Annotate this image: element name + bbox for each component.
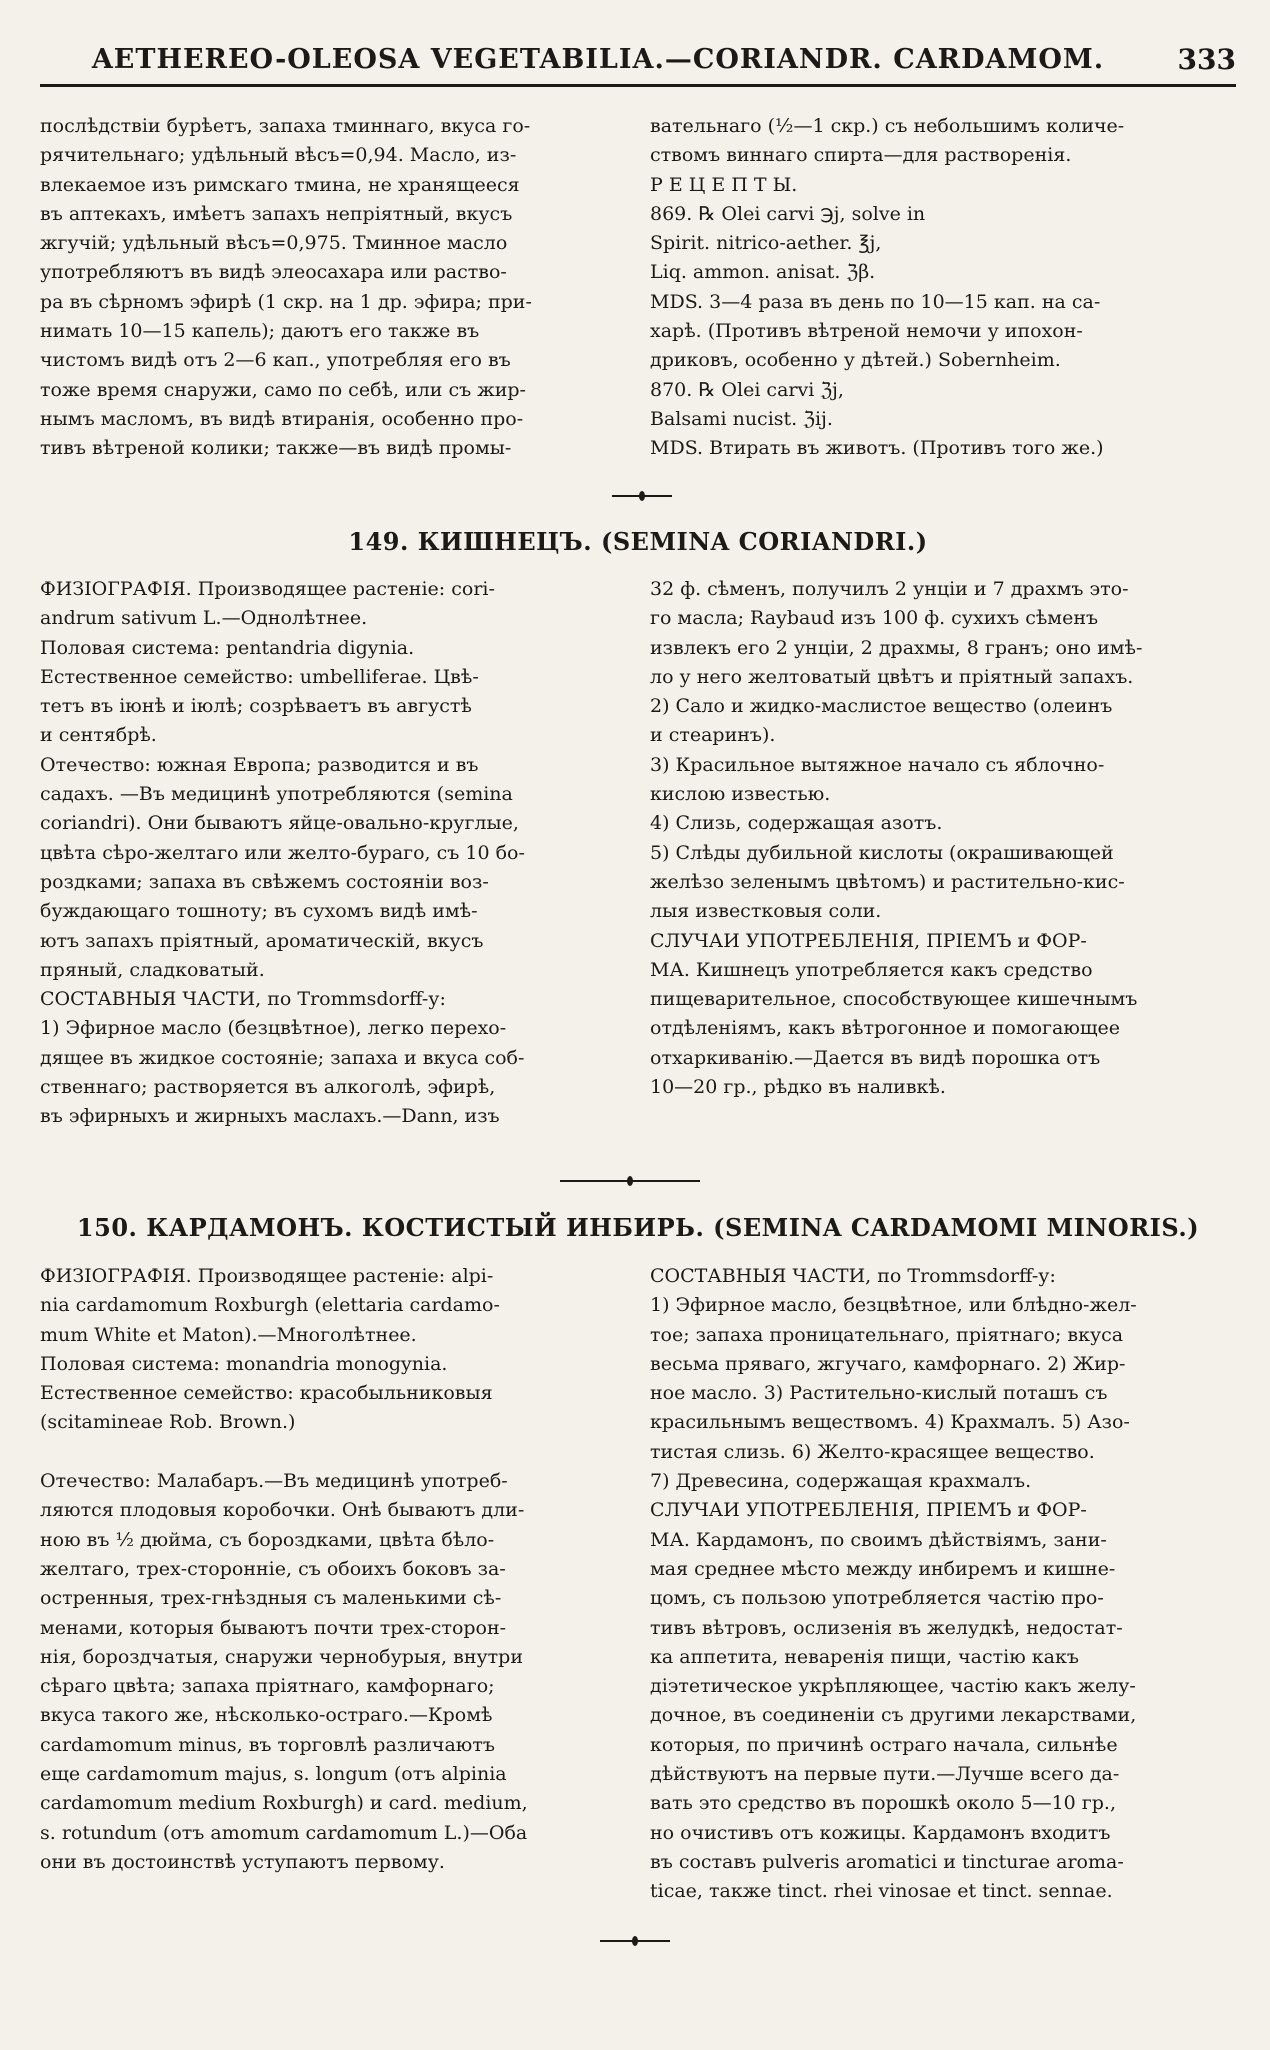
text-line: тивъ вѣтровъ, ослизенія въ желудкѣ, недостат- <box>650 1616 1123 1639</box>
text-line: въ эфирныхъ и жирныхъ маслахъ.—Dann, изъ <box>40 1105 500 1128</box>
text-line: МА. Кардамонъ, по своимъ дѣйствіямъ, зани- <box>650 1528 1107 1551</box>
text-line: дящее въ жидкое состояніе; запаха и вкуса соб- <box>40 1046 525 1069</box>
text-line: въ аптекахъ, имѣетъ запахъ непріятный, вкусъ <box>40 202 513 225</box>
section-150-left-column <box>40 1262 620 1877</box>
text-line: вкуса такого же, нѣсколько-остраго.—Кромѣ <box>40 1704 493 1727</box>
text-line: желтаго, трех-сторонніе, съ обоихъ боковъ за- <box>40 1557 506 1580</box>
section-150-right-column <box>650 1262 1236 1907</box>
text-line: харѣ. (Противъ вѣтреной немочи у ипохон- <box>650 320 1083 343</box>
text-line: СЛУЧАИ УПОТРЕБЛЕНІЯ, ПРІЕМЪ и ФОР- <box>650 929 1087 952</box>
text-line: извлекъ его 2 унціи, 2 драхмы, 8 гранъ; оно имѣ- <box>650 636 1143 659</box>
top-left-column <box>40 112 620 464</box>
text-line: Отечество: Малабаръ.—Въ медицинѣ употреб- <box>40 1470 508 1493</box>
text-line: влекаемое изъ римскаго тмина, не хранящееся <box>40 173 520 196</box>
text-line: ticae, также tinct. rhei vinosae et tinct. sennae. <box>650 1880 1113 1903</box>
text-line: 5) Слѣды дубильной кислоты (окрашивающей <box>650 841 1114 864</box>
text-line: MDS. 3—4 раза въ день по 10—15 кап. на са- <box>650 290 1101 313</box>
text-line: дочное, въ соединеніи съ другими лекарствами, <box>650 1704 1137 1727</box>
text-line: СОСТАВНЫЯ ЧАСТИ, по Trommsdorff-у: <box>650 1265 1056 1287</box>
text-line: остренныя, трех-гнѣздныя съ маленькими сѣ- <box>40 1587 502 1610</box>
running-header <box>40 44 1236 87</box>
text-line: роздками; запаха въ свѣжемъ состояніи воз- <box>40 870 489 893</box>
text-line: жгучій; удѣльный вѣсъ=0,975. Тминное масло <box>40 232 508 255</box>
text-line: cardamomum minus, въ торговлѣ различаютъ <box>40 1733 495 1756</box>
page-number: 333 <box>1177 43 1236 76</box>
text-line: MDS. Втирать въ животъ. (Противъ того же.) <box>650 437 1104 460</box>
text-line: 2) Сало и жидко-маслистое вещество (олеинъ <box>650 695 1113 718</box>
section-149-title: 149. КИШНЕЦЪ. (SEMINA CORIANDRI.) <box>348 527 928 556</box>
section-149-right-column <box>650 575 1236 1102</box>
text-line: 870. ℞ Olei carvi ℨj, <box>650 378 844 401</box>
text-line: они въ достоинствѣ уступаютъ первому. <box>40 1850 445 1873</box>
text-line: и стеаринъ). <box>650 724 776 747</box>
text-line: ляются плодовыя коробочки. Онѣ бываютъ дли- <box>40 1499 525 1522</box>
text-line: тое; запаха проницательнаго, пріятнаго; вкуса <box>650 1323 1124 1346</box>
text-line: 4) Слизь, содержащая азотъ. <box>650 812 943 835</box>
text-line: го масла; Raybaud изъ 100 ф. сухихъ сѣменъ <box>650 607 1099 630</box>
text-line: 869. ℞ Olei carvi ℈j, solve in <box>650 202 926 225</box>
divider-1 <box>612 495 672 497</box>
text-line: отдѣленіямъ, какъ вѣтрогонное и помогающее <box>650 1017 1121 1040</box>
text-line: менами, которыя бываютъ почти трех-сторон- <box>40 1616 507 1639</box>
text-line: цвѣта сѣро-желтаго или желто-бураго, съ 10 бо- <box>40 841 525 864</box>
text-line: 3) Красильное вытяжное начало съ яблочно- <box>650 753 1105 776</box>
text-line: 32 ф. сѣменъ, получилъ 2 унціи и 7 драхмъ это- <box>650 578 1129 600</box>
text-line: вать это средство въ порошкѣ около 5—10 гр., <box>650 1792 1116 1815</box>
text-line: coriandri). Они бываютъ яйце-овально-круглые, <box>40 812 519 835</box>
text-line: чистомъ видѣ отъ 2—6 кап., употребляя его въ <box>40 349 511 372</box>
text-line: Spirit. nitrico-aether. ℥j, <box>650 232 882 255</box>
text-line: тивъ вѣтреной колики; также—въ видѣ промы- <box>40 437 512 460</box>
section-149-left-column <box>40 575 620 1132</box>
text-line: ною въ ½ дюйма, съ бороздками, цвѣта бѣло- <box>40 1528 495 1551</box>
text-line: Liq. ammon. anisat. ℨβ. <box>650 261 876 284</box>
text-line: весьма пряваго, жгучаго, камфорнаго. 2) Жир- <box>650 1352 1126 1375</box>
text-line: МА. Кишнецъ употребляется какъ средство <box>650 958 1093 981</box>
text-line: и сентябрѣ. <box>40 724 157 747</box>
text-line: сѣраго цвѣта; запаха пріятнаго, камфорнаго; <box>40 1675 495 1698</box>
text-line: nia cardamomum Roxburgh (elettaria cardamo- <box>40 1294 500 1317</box>
text-line: желѣзо зеленымъ цвѣтомъ) и растительно-кис- <box>650 870 1125 893</box>
text-line: andrum sativum L.—Однолѣтнее. <box>40 607 368 630</box>
text-line: пищеварительное, способствующее кишечнымъ <box>650 988 1138 1011</box>
text-line <box>40 1438 620 1467</box>
text-line: тоже время снаружи, само по себѣ, или съ жир- <box>40 378 526 401</box>
text-line: 10—20 гр., рѣдко въ наливкѣ. <box>650 1076 946 1099</box>
text-line: ло у него желтоватый цвѣтъ и пріятный запахъ. <box>650 665 1134 688</box>
text-line: 1) Эфирное масло (безцвѣтное), легко перехо- <box>40 1017 507 1040</box>
text-line: дѣйствуютъ на первые пути.—Лучше всего да- <box>650 1763 1120 1786</box>
text-line: въ составъ pulveris aromatici и tincturae aroma- <box>650 1850 1124 1873</box>
text-line: нымъ масломъ, въ видѣ втиранія, особенно про- <box>40 407 524 430</box>
text-line: СЛУЧАИ УПОТРЕБЛЕНІЯ, ПРІЕМЪ и ФОР- <box>650 1499 1087 1522</box>
text-line: цомъ, съ пользою употребляется частію про- <box>650 1587 1104 1610</box>
text-line: употребляютъ въ видѣ элеосахара или раство- <box>40 261 507 284</box>
text-line: Половая система: monandria monogynia. <box>40 1352 448 1375</box>
text-line: послѣдствіи бурѣетъ, запаха тминнаго, вкуса го- <box>40 115 531 137</box>
text-line: кислою известью. <box>650 783 831 806</box>
text-line: Р Е Ц Е П Т Ы. <box>650 173 798 196</box>
text-line: отхаркиванію.—Дается въ видѣ порошка отъ <box>650 1046 1101 1069</box>
text-line: ное масло. 3) Растительно-кислый поташъ съ <box>650 1382 1108 1405</box>
text-line: садахъ. —Въ медицинѣ употребляются (semina <box>40 783 513 806</box>
text-line: Отечество: южная Европа; разводится и въ <box>40 753 479 776</box>
text-line: пряный, сладковатый. <box>40 958 265 981</box>
text-line: діэтетическое укрѣпляющее, частію какъ желу- <box>650 1675 1136 1698</box>
text-line: вательнаго (½—1 скр.) съ небольшимъ количе- <box>650 115 1125 137</box>
top-right-column <box>650 112 1236 464</box>
text-line: ственнаго; растворяется въ алкоголѣ, эфирѣ, <box>40 1076 496 1099</box>
text-line: Естественное семейство: umbelliferae. Цвѣ- <box>40 665 479 688</box>
text-line: нимать 10—15 капель); даютъ его также въ <box>40 320 480 343</box>
text-line: cardamomum medium Roxburgh) и card. medium, <box>40 1792 528 1815</box>
text-line: s. rotundum (отъ amomum cardamomum L.)—Оба <box>40 1821 528 1844</box>
divider-3 <box>600 1940 670 1942</box>
text-line: лыя известковыя соли. <box>650 900 882 923</box>
text-line: нія, бороздчатыя, снаружи чернобурыя, внутри <box>40 1645 524 1668</box>
text-line: Balsami nucist. ℨij. <box>650 407 833 430</box>
text-line: которыя, по причинѣ остраго начала, сильнѣе <box>650 1733 1118 1756</box>
text-line: ра въ сѣрномъ эфирѣ (1 скр. на 1 др. эфира; при- <box>40 290 532 313</box>
text-line: красильнымъ веществомъ. 4) Крахмалъ. 5) Азо- <box>650 1411 1130 1434</box>
text-line: рячительнаго; удѣльный вѣсъ=0,94. Масло, из- <box>40 144 517 167</box>
text-line: тистая слизь. 6) Желто-красящее вещество. <box>650 1440 1095 1463</box>
text-line: 7) Древесина, содержащая крахмалъ. <box>650 1470 1032 1493</box>
text-line: (scitamineae Rob. Brown.) <box>40 1411 296 1434</box>
text-line: Половая система: pentandria digynia. <box>40 636 415 659</box>
text-line: 1) Эфирное масло, безцвѣтное, или блѣдно-жел- <box>650 1294 1137 1317</box>
text-line: ютъ запахъ пріятный, ароматическій, вкусъ <box>40 929 484 952</box>
text-line: ствомъ виннаго спирта—для растворенія. <box>650 144 1072 167</box>
running-title: AETHEREO-OLEOSA VEGETABILIA.—CORIANDR. CARDAMOM. <box>91 44 1105 75</box>
text-line: ФИЗІОГРАФІЯ. Производящее растеніе: alpi- <box>40 1265 494 1287</box>
text-line: Естественное семейство: красобыльниковыя <box>40 1382 493 1405</box>
text-line: еще cardamomum majus, s. longum (отъ alpinia <box>40 1763 507 1786</box>
text-line: дриковъ, особенно у дѣтей.) Sobernheim. <box>650 349 1061 372</box>
text-line: тетъ въ іюнѣ и іюлѣ; созрѣваетъ въ августѣ <box>40 695 472 718</box>
text-line: мая среднее мѣсто между инбиремъ и кишне- <box>650 1557 1116 1580</box>
text-line: ка аппетита, неваренія пищи, частію какъ <box>650 1645 1079 1668</box>
section-150-title: 150. КАРДАМОНЪ. КОСТИСТЫЙ ИНБИРЬ. (SEMINA CARDAMOMI MINORIS.) <box>76 1213 1200 1242</box>
text-line: СОСТАВНЫЯ ЧАСТИ, по Trommsdorff-у: <box>40 988 446 1011</box>
text-line: буждающаго тошноту; въ сухомъ видѣ имѣ- <box>40 900 478 923</box>
text-line: ФИЗІОГРАФІЯ. Производящее растеніе: cori- <box>40 578 495 600</box>
text-line: но очистивъ отъ кожицы. Кардамонъ входитъ <box>650 1821 1111 1844</box>
text-line: mum White et Maton).—Многолѣтнее. <box>40 1323 417 1346</box>
divider-2 <box>560 1180 700 1182</box>
